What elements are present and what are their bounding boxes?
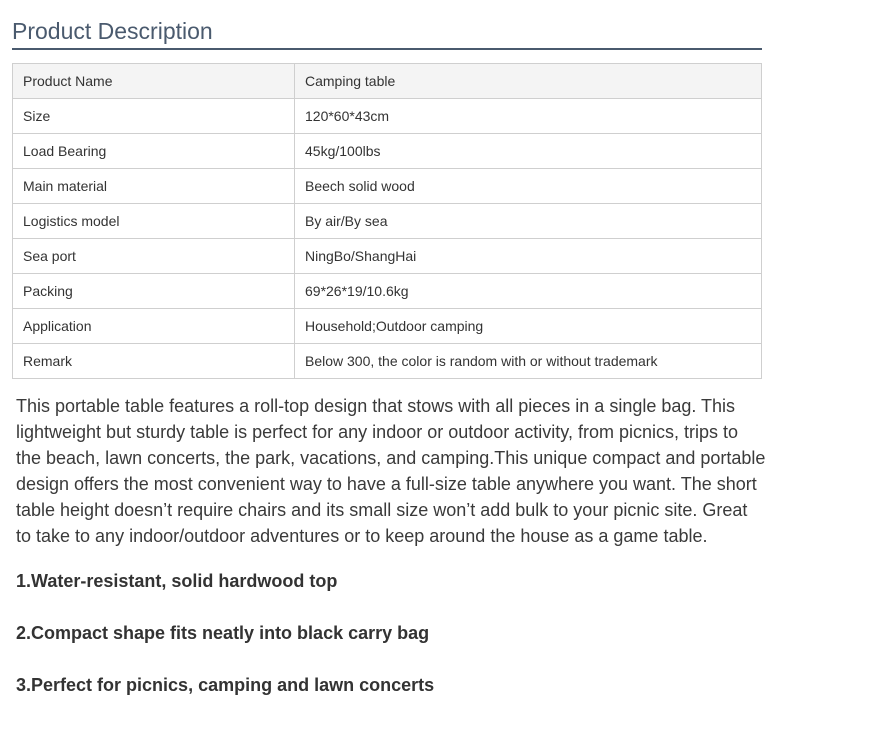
description-paragraph: This portable table features a roll-top design that stows with all pieces in a single bag. This lightweight but sturdy table is perfect for any indoor or outdoor activity, from picnics, trips to the beach, lawn concerts, the park, vacations, and camping.This unique compact and portable design offers the most convenient way to have a full-size table anywhere you want. The short table height doesn’t require chairs and its small size won’t add bulk to your picnic site. Great to take to any indoor/outdoor adventures or to keep around the house as a game table. — [16, 396, 766, 546]
table-row — [13, 309, 762, 344]
table-row — [13, 239, 762, 274]
table-row — [13, 99, 762, 134]
spec-label: Main material — [13, 169, 295, 204]
table-row — [13, 344, 762, 379]
table-row — [13, 204, 762, 239]
feature-item: 3.Perfect for picnics, camping and lawn concerts — [16, 675, 435, 695]
table-row — [13, 274, 762, 309]
feature-item: 2.Compact shape fits neatly into black carry bag — [16, 623, 430, 643]
spec-label: Logistics model — [13, 204, 295, 239]
spec-value: Camping table — [295, 64, 762, 99]
spec-label: Product Name — [13, 64, 295, 99]
table-row — [13, 134, 762, 169]
section-title: Product Description — [12, 14, 762, 50]
spec-label: Load Bearing — [13, 134, 295, 169]
feature-item: 1.Water-resistant, solid hardwood top — [16, 571, 338, 591]
spec-value: NingBo/ShangHai — [295, 239, 762, 274]
spec-label: Sea port — [13, 239, 295, 274]
spec-value: 120*60*43cm — [295, 99, 762, 134]
spec-label: Packing — [13, 274, 295, 309]
table-row — [13, 169, 762, 204]
spec-label: Application — [13, 309, 295, 344]
spec-label: Size — [13, 99, 295, 134]
spec-value: 69*26*19/10.6kg — [295, 274, 762, 309]
spec-value: Below 300, the color is random with or without trademark — [295, 344, 762, 379]
spec-value: Household;Outdoor camping — [295, 309, 762, 344]
spec-value: 45kg/100lbs — [295, 134, 762, 169]
product-description-section — [12, 14, 766, 698]
spec-table — [12, 63, 762, 379]
spec-value: By air/By sea — [295, 204, 762, 239]
table-row — [13, 64, 762, 99]
spec-label: Remark — [13, 344, 295, 379]
spec-value: Beech solid wood — [295, 169, 762, 204]
